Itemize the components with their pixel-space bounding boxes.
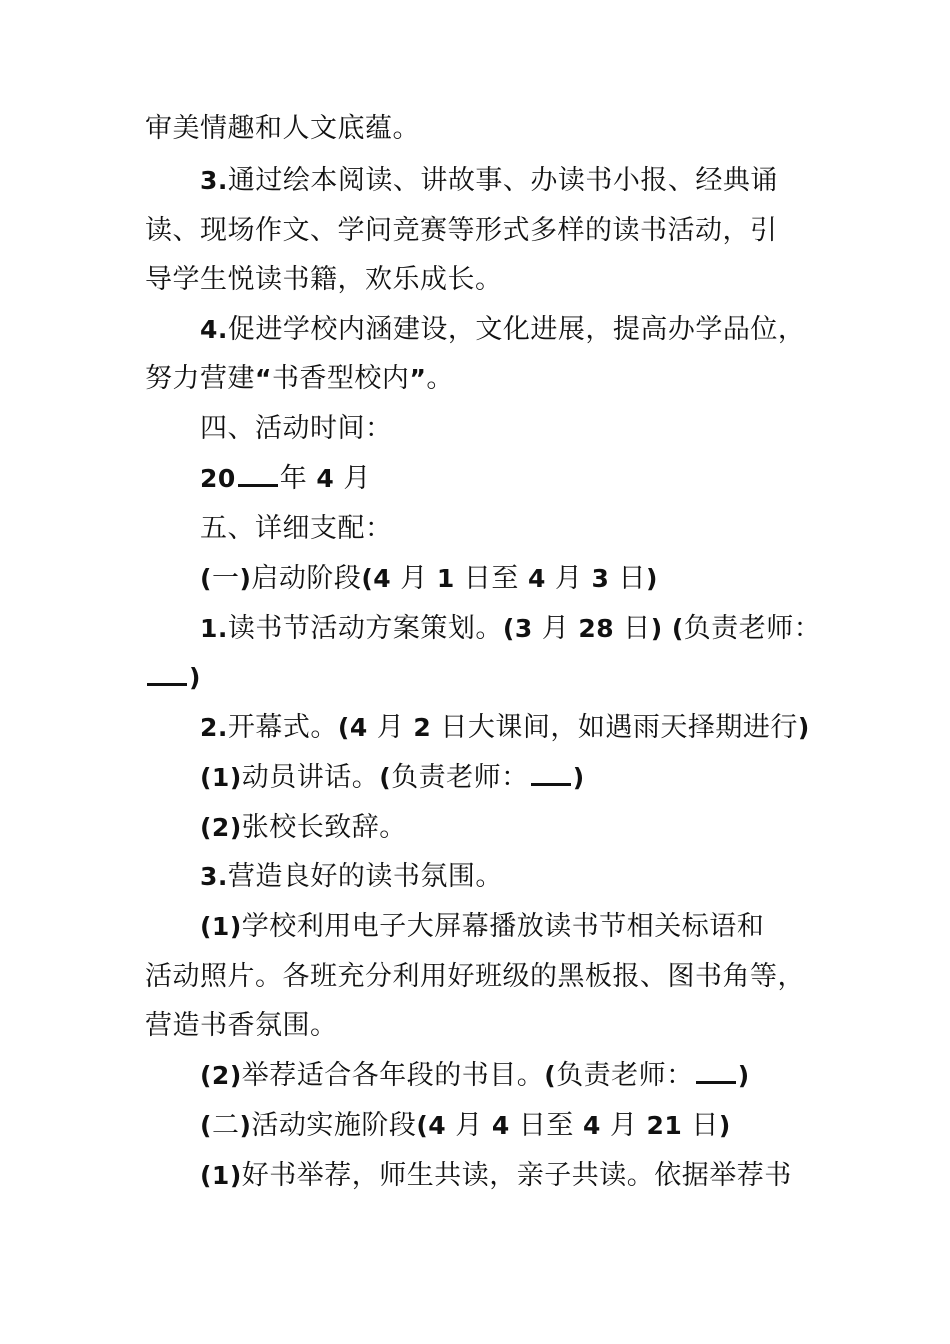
bold-run: (4 — [361, 564, 392, 593]
bold-run: 1. — [200, 614, 228, 643]
text-run: 营造书香氛围。 — [145, 1010, 338, 1041]
bold-run: 1 — [436, 564, 455, 593]
text-run: 日大课间，如遇雨天择期进行 — [431, 712, 798, 743]
text-run: 月 — [367, 712, 414, 743]
text-run: 活动照片。各班充分利用好班级的黑板报、图书角等， — [145, 961, 805, 992]
text-run: 负责老师： — [683, 613, 822, 644]
text-run: 活动实施阶段 — [251, 1110, 417, 1141]
text-line — [200, 504, 393, 554]
bold-run: (1) — [200, 912, 242, 941]
text-run: 审美情趣和人文底蕴。 — [145, 113, 420, 144]
bold-run: ) — [650, 614, 663, 643]
bold-run: ” — [409, 364, 427, 393]
text-run: 通过绘本阅读、讲故事、办读书小报、经典诵 — [227, 165, 778, 196]
text-run: 负责老师： — [556, 1060, 694, 1091]
text-run: 营造良好的读书氛围。 — [227, 861, 503, 892]
text-line — [200, 305, 805, 355]
text-run: 月 — [600, 1110, 647, 1141]
bold-run: ( — [379, 763, 392, 792]
text-run: 努力营建 — [145, 363, 255, 394]
text-line — [145, 354, 454, 404]
text-run: 动员讲话。 — [241, 762, 380, 793]
text-run: 日 — [609, 563, 647, 594]
text-run: 促进学校内涵建设，文化进展，提高办学品位， — [227, 314, 806, 345]
bold-run: 4 — [582, 1111, 601, 1140]
bold-run: ( — [671, 614, 684, 643]
text-run: 一 — [211, 563, 240, 594]
text-run: 年 — [279, 463, 317, 494]
text-run: 四、活动时间： — [200, 413, 393, 444]
text-run: 月 — [532, 613, 579, 644]
text-run: 书香型校内 — [271, 363, 410, 394]
text-run: 好书举荐，师生共读，亲子共读。依据举荐书 — [241, 1160, 792, 1191]
bold-run: 3 — [591, 564, 610, 593]
text-run: 。 — [426, 363, 454, 394]
text-run: 月 — [391, 563, 437, 594]
text-line — [200, 1101, 731, 1151]
text-line — [145, 1001, 338, 1051]
bold-run: ( — [544, 1061, 557, 1090]
text-line — [200, 554, 658, 604]
text-run: 读书节活动方案策划。 — [227, 613, 503, 644]
bold-run: (3 — [502, 614, 533, 643]
text-run: 负责老师： — [391, 762, 529, 793]
text-run: 五、详细支配： — [200, 513, 393, 544]
text-run: 举荐适合各年段的书目。 — [241, 1060, 545, 1091]
text-line — [145, 104, 420, 154]
bold-run: 3. — [200, 166, 228, 195]
bold-run: 20 — [200, 464, 236, 493]
text-line — [200, 902, 764, 952]
text-run: 月 — [545, 563, 592, 594]
text-run: 张校长致辞。 — [241, 812, 407, 843]
text-run: 开幕式。 — [227, 712, 338, 743]
bold-run: ( — [200, 564, 212, 593]
text-line — [200, 753, 585, 803]
text-run: 启动阶段 — [251, 563, 362, 594]
bold-run: (4 — [337, 713, 368, 742]
fill-in-blank — [147, 661, 187, 686]
text-run: 日 — [682, 1110, 719, 1141]
bold-run: (1) — [200, 763, 242, 792]
text-run: 日至 — [454, 563, 528, 594]
bold-run: ) — [797, 713, 810, 742]
text-line — [200, 852, 503, 902]
bold-run: 4 — [527, 564, 546, 593]
text-run: 读、现场作文、学问竞赛等形式多样的读书活动，引 — [145, 215, 778, 246]
bold-run: 4. — [200, 315, 228, 344]
text-line — [200, 803, 407, 853]
text-run: 导学生悦读书籍，欢乐成长。 — [145, 264, 503, 295]
text-line — [200, 454, 371, 504]
text-line — [145, 653, 201, 703]
text-run: 日 — [614, 613, 651, 644]
text-run: 日至 — [509, 1110, 583, 1141]
text-line — [200, 156, 778, 206]
bold-run: ) — [572, 763, 585, 792]
text-line — [145, 255, 503, 305]
text-run — [663, 613, 672, 644]
bold-run: 21 — [646, 1111, 683, 1140]
text-run: 月 — [334, 463, 371, 494]
text-line — [200, 604, 821, 654]
bold-run: ) — [718, 1111, 731, 1140]
bold-run: 28 — [578, 614, 615, 643]
bold-run: 3. — [200, 862, 228, 891]
bold-run: 4 — [316, 464, 335, 493]
bold-run: 2 — [413, 713, 432, 742]
text-line — [200, 404, 393, 454]
bold-run: ) — [737, 1061, 750, 1090]
text-line — [200, 1151, 792, 1201]
bold-run: ( — [200, 1111, 212, 1140]
fill-in-blank — [238, 462, 278, 487]
text-line — [145, 952, 805, 1002]
bold-run: ) — [239, 564, 252, 593]
bold-run: ) — [239, 1111, 252, 1140]
text-line — [200, 1051, 750, 1101]
bold-run: (4 — [416, 1111, 447, 1140]
text-run: 学校利用电子大屏幕播放读书节相关标语和 — [241, 911, 765, 942]
bold-run: 2. — [200, 713, 228, 742]
text-line — [200, 703, 810, 753]
bold-run: 4 — [491, 1111, 510, 1140]
bold-run: (2) — [200, 813, 242, 842]
bold-run: “ — [255, 364, 272, 393]
fill-in-blank — [531, 761, 571, 786]
bold-run: (1) — [200, 1161, 242, 1190]
bold-run: ) — [646, 564, 658, 593]
fill-in-blank — [696, 1059, 736, 1084]
text-line — [145, 206, 778, 256]
text-run: 二 — [211, 1110, 240, 1141]
bold-run: (2) — [200, 1061, 242, 1090]
bold-run: ) — [189, 663, 201, 692]
text-run: 月 — [446, 1110, 492, 1141]
